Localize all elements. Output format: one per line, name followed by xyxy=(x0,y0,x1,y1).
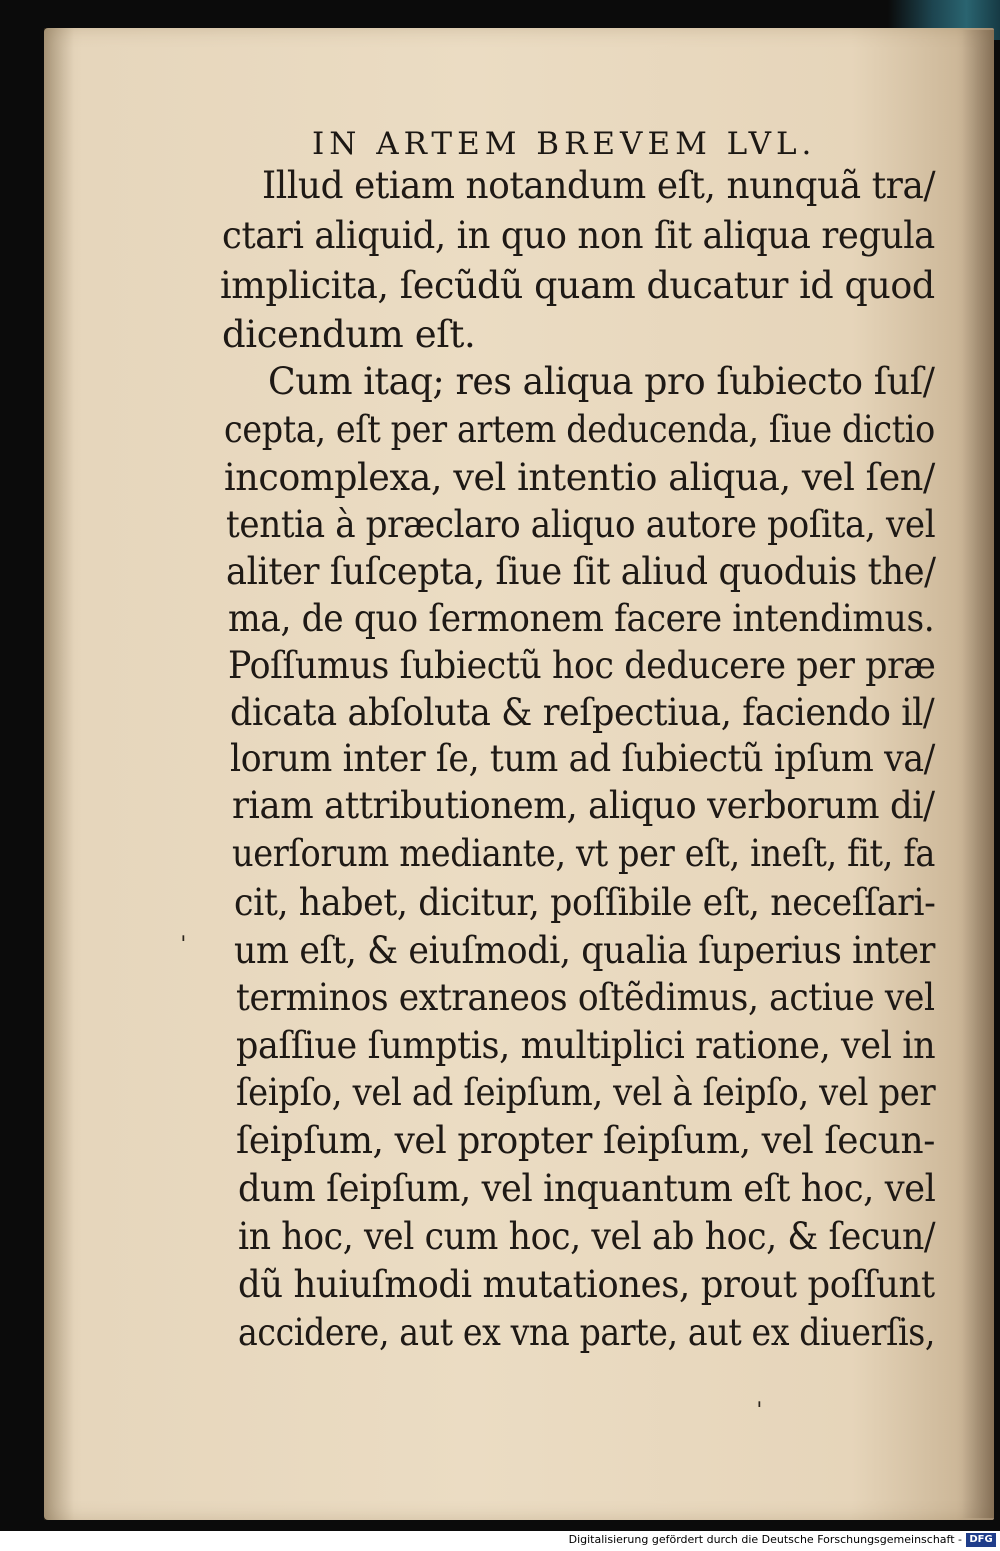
text-line: Cum itaq; res aliqua pro ſubiecto ſuſ/ xyxy=(268,360,935,403)
text-line: riam attributionem, aliquo verborum di/ xyxy=(232,784,935,827)
text-line: incomplexa, vel intentio aliqua, vel ſen/ xyxy=(224,456,935,499)
text-line: cepta, eſt per artem deducenda, ſiue dictio xyxy=(224,408,935,451)
text-line: ma, de quo ſermonem facere intendimus. xyxy=(228,597,935,640)
text-line: lorum inter ſe, tum ad ſubiectũ ipſum va/ xyxy=(230,737,935,780)
text-line: dum ſeipſum, vel inquantum eſt hoc, vel xyxy=(238,1167,936,1210)
running-head: IN ARTEM BREVEM LVL. xyxy=(312,126,817,162)
dfg-logo: DFG xyxy=(966,1533,996,1547)
page-edge-shadow xyxy=(962,30,994,1518)
text-line: dicendum eſt. xyxy=(222,313,476,356)
text-line: terminos extraneos oſtẽdimus, actiue vel xyxy=(236,976,935,1019)
text-line: dũ huiuſmodi mutationes, prout poſſunt xyxy=(238,1263,935,1306)
stray-ink-mark: ˈ xyxy=(180,932,187,960)
text-line: aliter ſuſcepta, ſiue ſit aliud quoduis the/ xyxy=(226,550,936,593)
text-line: um eſt, & eiuſmodi, qualia ſuperius inter xyxy=(234,929,936,972)
text-line: dicata abſoluta & reſpectiua, faciendo il/ xyxy=(230,691,935,734)
stray-ink-mark: ˈ xyxy=(756,1398,763,1426)
text-line: paſſiue ſumptis, multiplici ratione, vel in xyxy=(236,1024,936,1067)
text-line: Illud etiam notandum eſt, nunquã tra/ xyxy=(262,164,936,207)
page-gutter-shadow xyxy=(44,28,74,1520)
text-line: accidere, aut ex vna parte, aut ex diuerſis, xyxy=(238,1311,936,1354)
footer-credit: Digitalisierung gefördert durch die Deutsche Forschungsgemeinschaft - xyxy=(568,1533,962,1546)
text-line: ſeipſum, vel propter ſeipſum, vel ſecun- xyxy=(236,1119,935,1162)
text-line: in hoc, vel cum hoc, vel ab hoc, & ſecun/ xyxy=(238,1215,936,1258)
text-line: implicita, ſecũdũ quam ducatur id quod xyxy=(220,264,935,307)
text-line: Poſſumus ſubiectũ hoc deducere per præ xyxy=(228,644,936,687)
text-line: tentia à præclaro aliquo autore poſita, vel xyxy=(226,503,936,546)
text-line: uerſorum mediante, vt per eſt, ineſt, fit, fa xyxy=(232,832,936,875)
text-line: ſeipſo, vel ad ſeipſum, vel à ſeipſo, vel per xyxy=(236,1071,936,1114)
text-line: cit, habet, dicitur, poſſibile eſt, neceſſari- xyxy=(234,881,936,924)
text-line: ctari aliquid, in quo non ſit aliqua regula xyxy=(222,214,935,257)
